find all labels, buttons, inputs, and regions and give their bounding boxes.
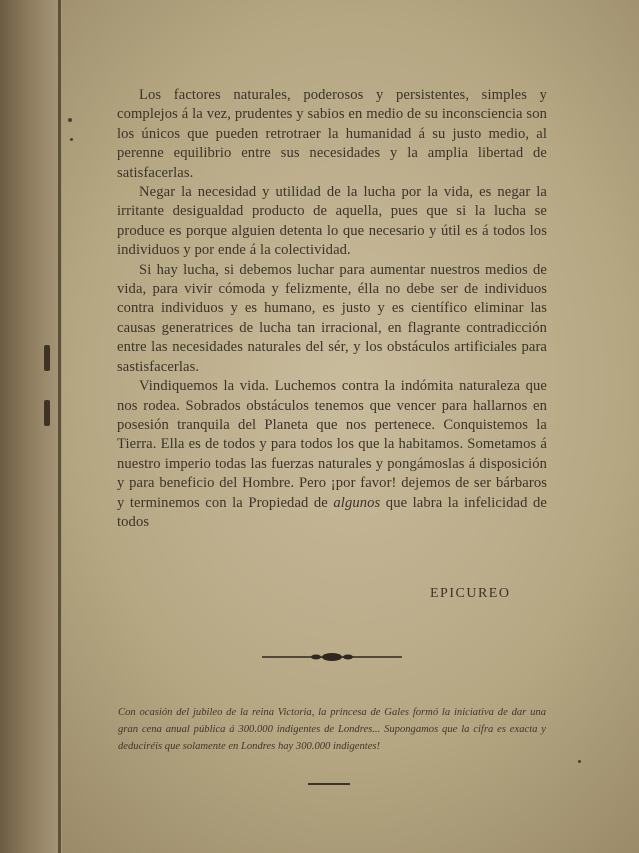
stain-mark	[578, 760, 581, 763]
stain-mark	[68, 118, 72, 122]
page-fold	[58, 0, 61, 853]
paragraph-3: Si hay lucha, si debemos luchar para aumentar nuestros medios de vida, para vivir cómoda y felizmente, élla no debe ser de individuos contra individuos y es humano, es justo y es científico eliminar las causas generatrices de lucha tan irracional, en flagrante contradicción entre las necesidades naturales del sér, y los obstáculos artificiales para sastisfacerlas.	[117, 261, 547, 375]
paragraph-4-text: Vindiquemos la vida. Luchemos contra la indómita naturaleza que nos rodea. Sobrados obstáculos tenemos que vencer para hallarnos en posesión tranquila del Planeta que nos pertenece. Conquistemos la Tierra. Ella es de todos y para todos los que la habitamos. Sometamos á nuestro imperio todas las fuerzas naturales y pongámoslas á disposición y para beneficio del Hombre. Pero ¡por favor! dejemos de ser bárbaros y terminemos con la Propiedad de	[117, 378, 547, 511]
stain-mark	[70, 138, 73, 141]
paragraph-2: Negar la necesidad y utilidad de la lucha por la vida, es negar la irritante desigualdad producto de aquella, pues que si la lucha se produce es porque alguien detenta lo que necesario y útil es á todos los individuos y por ende á la colectividad.	[117, 184, 547, 259]
ornament-divider-icon	[262, 650, 402, 664]
paragraph-4-tail: que labra la infelicidad de todos	[117, 494, 547, 530]
binding-staple-icon	[44, 345, 50, 371]
binding-gutter	[0, 0, 62, 853]
paragraph-4	[117, 377, 547, 532]
emphasis-word: algunos	[333, 494, 381, 511]
author-signature: EPICUREO	[430, 586, 511, 601]
essay-body	[117, 86, 547, 532]
closing-rule	[308, 783, 350, 785]
paragraph-1: Los factores naturales, poderosos y persistentes, simples y complejos á la vez, prudentes y sabios en medio de su inconsciencia son los únicos que pueden retrotraer la humanidad á su justo medio, al perenne equilibrio entre sus necesidades y la amplia libertad de satisfacerlas.	[117, 87, 547, 181]
binding-staple-icon	[44, 400, 50, 426]
footnote: Con ocasión del jubileo de la reina Victoria, la princesa de Gales formó la iniciativa de dar una gran cena anual pública á 300.000 indigentes de Londres... Supongamos que la cifra es exacta y deduciréis que solamente en Londres hay 300.000 indigentes!	[118, 707, 546, 752]
